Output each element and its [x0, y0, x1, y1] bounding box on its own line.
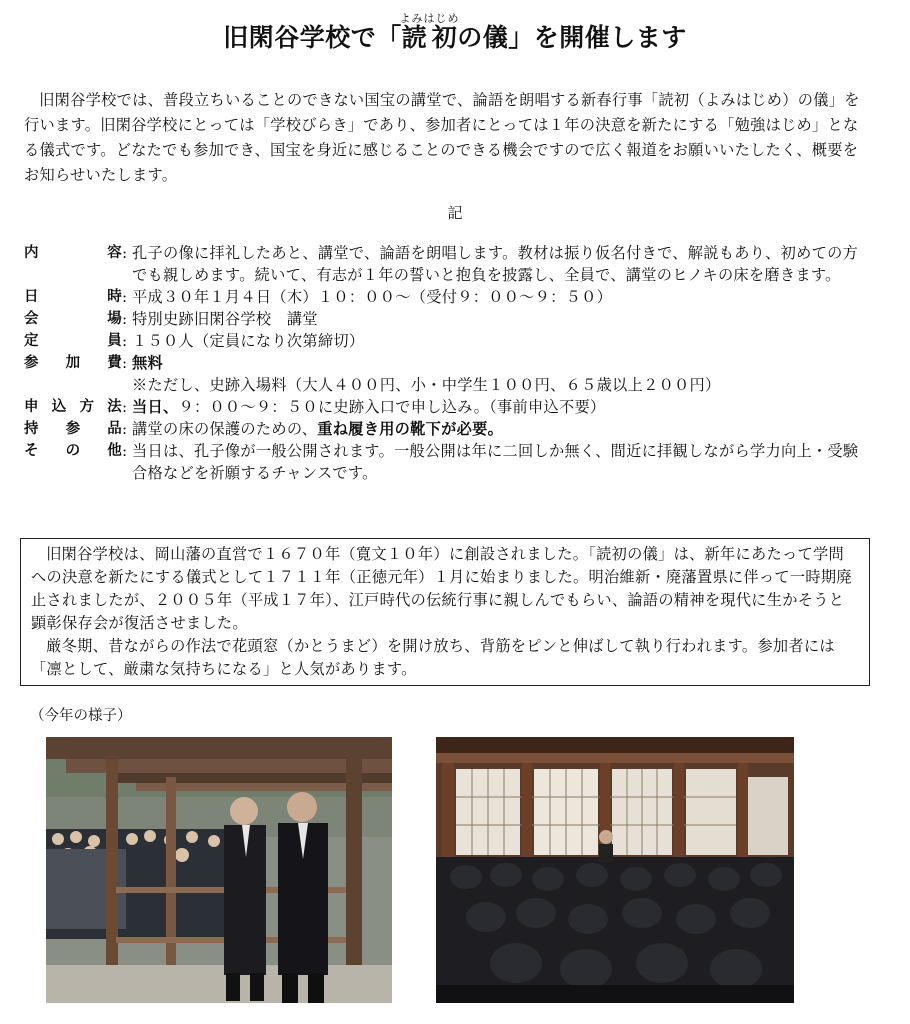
detail-row-other: そ の 他 : 当日は、孔子像が一般公開されます。一般公開は年に二回しか無く、間近に拝観しながら学力向上・受験合格などを祈願するチャンスです。	[24, 440, 870, 484]
title-area	[0, 12, 910, 58]
detail-row-bring: 持 参 品 : 講堂の床の保護のための、重ね履き用の靴下が必要。	[24, 418, 870, 440]
detail-value: １５０人（定員になり次第締切）	[132, 332, 365, 350]
detail-label: 会 場	[24, 311, 122, 327]
detail-label: 参 加 費	[24, 355, 122, 371]
detail-row-capacity: 定 員 : １５０人（定員になり次第締切）	[24, 330, 870, 352]
detail-row-fee: 参 加 費 : 無料 ※ただし、史跡入場料（大人４００円、小・中学生１００円、６５歳以上２００円）	[24, 352, 870, 396]
page-title	[223, 12, 687, 58]
title-prefix: 旧閑谷学校で「	[223, 23, 402, 52]
detail-value: 当日、９：００〜９：５０に史跡入口で申し込み。（事前申込不要）	[132, 398, 606, 416]
detail-value: 平成３０年１月４日（木）１０：００〜（受付９：００〜９：５０）	[132, 288, 613, 306]
title-ruby-reading: よみはじめ	[399, 12, 460, 25]
detail-label: 内 容	[24, 245, 122, 261]
detail-row-application: 申 込 方 法 : 当日、９：００〜９：５０に史跡入口で申し込み。（事前申込不要）	[24, 396, 870, 418]
detail-row-venue: 会 場 : 特別史跡旧閑谷学校 講堂	[24, 308, 870, 330]
photo-lecture-hall-participants	[436, 737, 794, 1003]
detail-value	[132, 352, 870, 396]
detail-label: そ の 他	[24, 443, 122, 459]
intro-paragraph: 旧閑谷学校では、普段立ちいることのできない国宝の講堂で、論語を朗唱する新春行事「読初（よみはじめ）の儀」を行います。旧閑谷学校にとっては「学校びらき」であり、参加者にとっては１年の決意を新たにする「勉強はじめ」となる儀式です。どなたでも参加でき、国宝を身近に感じることのできる機会ですので広く報道をお願いいたしたく、概要をお知らせいたします。	[24, 91, 860, 184]
title-ruby	[399, 12, 460, 52]
detail-row-datetime: 日 時 : 平成３０年１月４日（木）１０：００〜（受付９：００〜９：５０）	[24, 286, 870, 308]
detail-label: 日 時	[24, 289, 122, 305]
detail-row-content: 内 容 : 孔子の像に拝礼したあと、講堂で、論語を朗唱します。教材は振り仮名付きで、解説もあり、初めての方でも親しめます。続いて、有志が１年の誓いと抱負を披露し、全員で、講堂のヒノキの床を磨きます。	[24, 242, 870, 286]
photo-caption: （今年の様子）	[30, 708, 132, 724]
history-paragraph-1: 旧閑谷学校は、岡山藩の直営で１６７０年（寛文１０年）に創設されました。「読初の儀」は、新年にあたって学問への決意を新たにする儀式として１７１１年（正徳元年）１月に始まりました。明治維新・廃藩置県に伴って一時期廃止されましたが、２００５年（平成１７年）、江戸時代の伝統行事に親しんでもらい、論語の精神を現代に生かそうと顕彰保存会が復活させました。	[31, 545, 852, 632]
details-list	[24, 242, 870, 484]
detail-value: 講堂の床の保護のための、重ね履き用の靴下が必要。	[132, 420, 504, 438]
fee-note: ※ただし、史跡入場料（大人４００円、小・中学生１００円、６５歳以上２００円）	[132, 376, 721, 394]
ki-heading: 記	[447, 204, 463, 222]
fee-free: 無料	[132, 354, 163, 372]
title-suffix: の儀」を開催します	[457, 23, 687, 52]
detail-label: 申 込 方 法	[24, 399, 122, 415]
history-paragraph-2: 厳冬期、昔ながらの作法で花頭窓（かとうまど）を開け放ち、背筋をピンと伸ばして執り行われます。参加者には「凛として、厳粛な気持ちになる」と人気があります。	[31, 637, 835, 678]
detail-value: 当日は、孔子像が一般公開されます。一般公開は年に二回しか無く、間近に拝観しながら学力向上・受験合格などを祈願するチャンスです。	[132, 442, 859, 482]
detail-value: 孔子の像に拝礼したあと、講堂で、論語を朗唱します。教材は振り仮名付きで、解説もあり、初めての方でも親しめます。続いて、有志が１年の誓いと抱負を披露し、全員で、講堂のヒノキの床を磨きます。	[132, 244, 859, 284]
detail-value: 特別史跡旧閑谷学校 講堂	[132, 310, 318, 328]
detail-label: 定 員	[24, 333, 122, 349]
title-ruby-base: 読初	[399, 23, 460, 52]
detail-label: 持 参 品	[24, 421, 122, 437]
history-box	[20, 538, 870, 686]
photo-outdoor-ceremony	[46, 737, 392, 1003]
